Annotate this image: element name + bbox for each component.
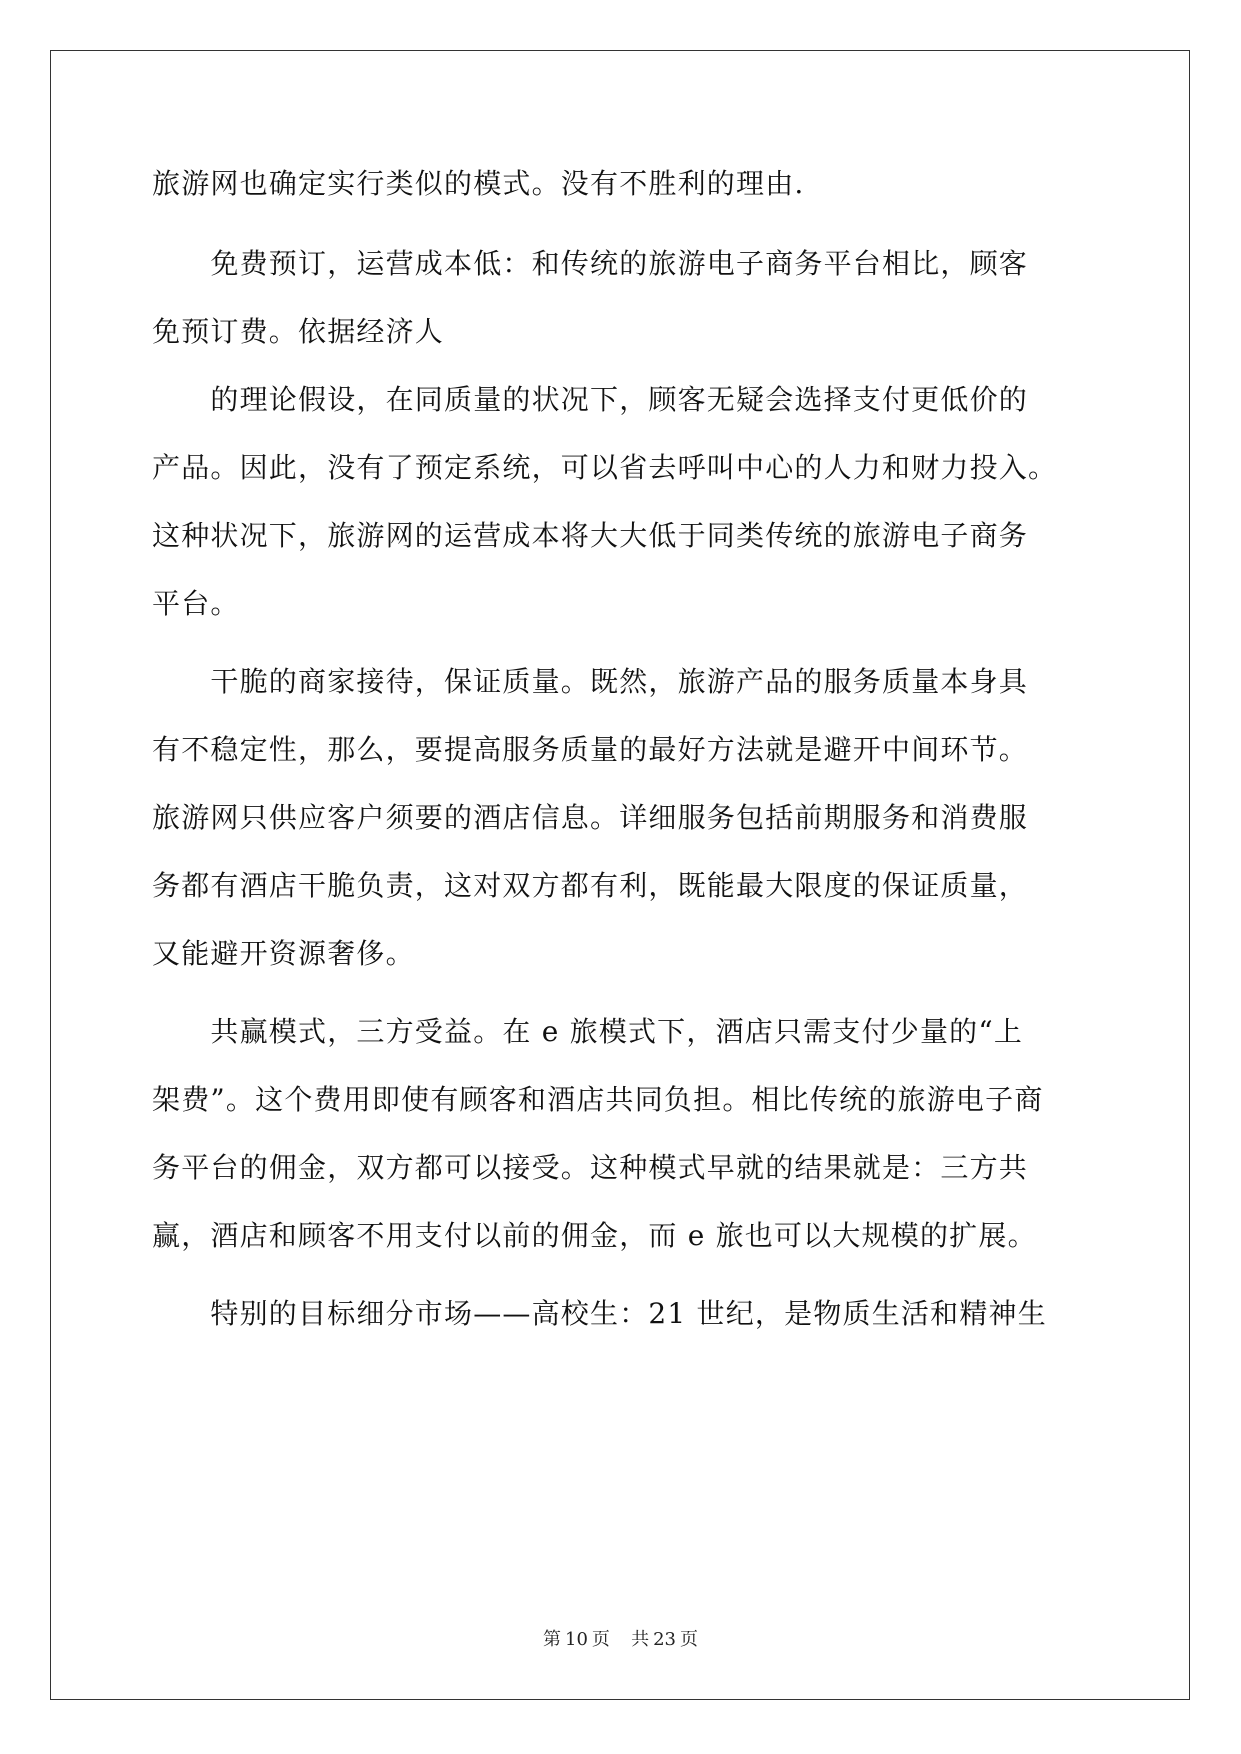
text-line: 免预订费。依据经济人: [152, 315, 445, 348]
page-label-prefix: 第: [543, 1629, 561, 1650]
total-label-prefix: 共: [631, 1629, 650, 1650]
page-footer: [0, 1628, 1241, 1652]
total-label-suffix: 页: [679, 1629, 698, 1650]
text-line: 干脆的商家接待，保证质量。既然，旅游产品的服务质量本身具: [152, 665, 1029, 698]
text-line: 这种状况下，旅游网的运营成本将大大低于同类传统的旅游电子商务: [152, 519, 1029, 552]
text-line: 产品。因此，没有了预定系统，可以省去呼叫中心的人力和财力投入。: [152, 451, 1058, 484]
text-line: 共赢模式，三方受益。在 e 旅模式下，酒店只需支付少量的“上: [152, 1015, 1024, 1048]
text-line: 特别的目标细分市场——高校生：21 世纪，是物质生活和精神生: [152, 1297, 1047, 1330]
text-line: 旅游网只供应客户须要的酒店信息。详细服务包括前期服务和消费服: [152, 801, 1029, 834]
text-line: 平台。: [152, 587, 240, 620]
text-line: 务都有酒店干脆负责，这对双方都有利，既能最大限度的保证质量，: [152, 869, 1029, 902]
page-label-suffix: 页: [591, 1629, 610, 1650]
text-line: 有不稳定性，那么，要提高服务质量的最好方法就是避开中间环节。: [152, 733, 1029, 766]
text-line: 赢，酒店和顾客不用支付以前的佣金，而 e 旅也可以大规模的扩展。: [152, 1219, 1037, 1252]
total-pages: 23: [653, 1629, 676, 1650]
text-line: 旅游网也确定实行类似的模式。没有不胜利的理由.: [152, 167, 805, 200]
text-line: 架费”。这个费用即使有顾客和酒店共同负担。相比传统的旅游电子商: [152, 1083, 1044, 1116]
text-line: 免费预订，运营成本低：和传统的旅游电子商务平台相比，顾客: [152, 247, 1029, 280]
page-number: 10: [565, 1629, 588, 1650]
text-line: 又能避开资源奢侈。: [152, 937, 415, 970]
text-line: 务平台的佣金，双方都可以接受。这种模式早就的结果就是：三方共: [152, 1151, 1029, 1184]
text-line: 的理论假设，在同质量的状况下，顾客无疑会选择支付更低价的: [152, 383, 1029, 416]
